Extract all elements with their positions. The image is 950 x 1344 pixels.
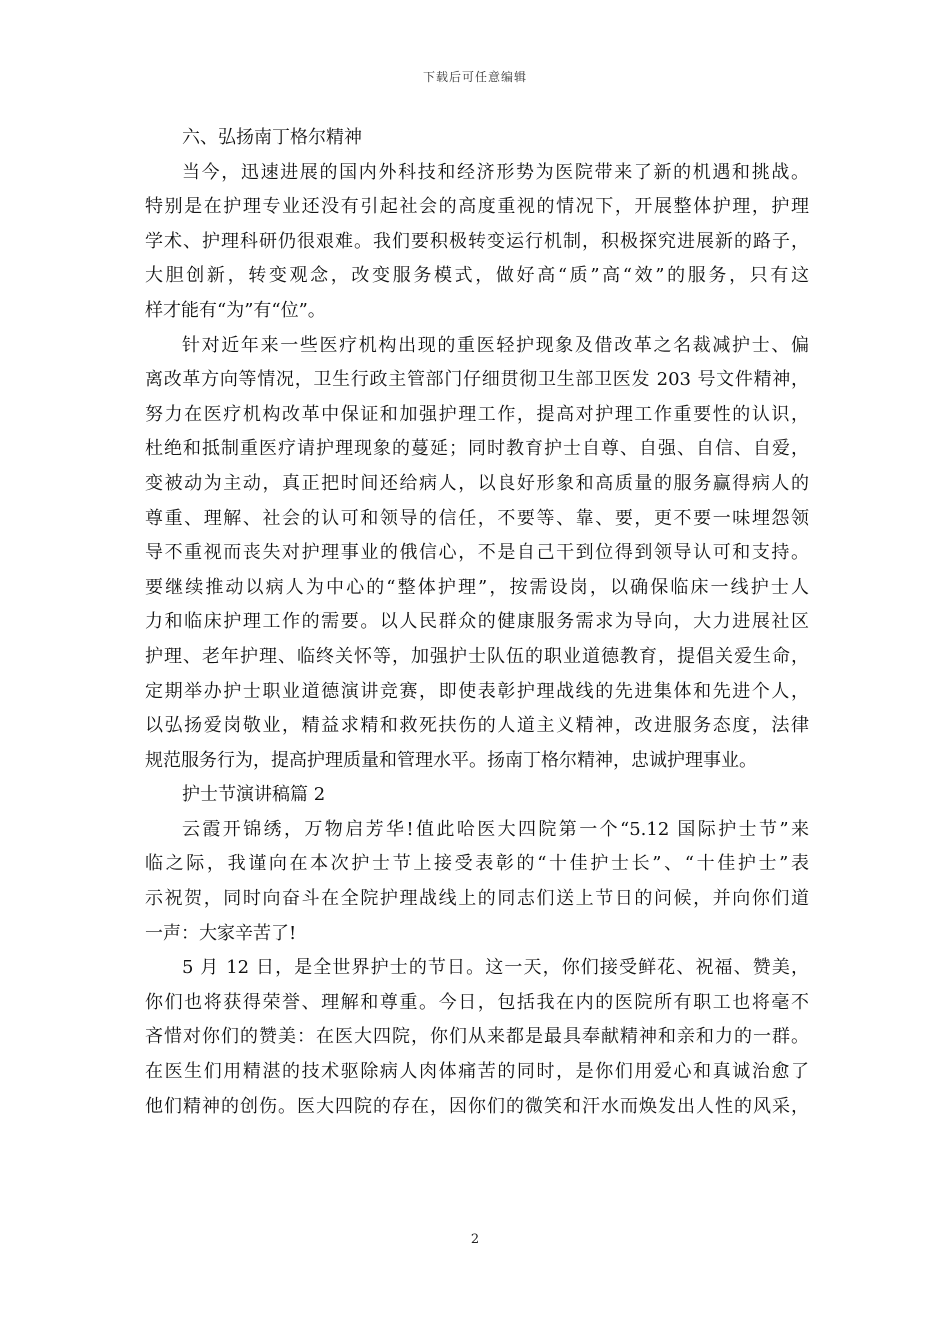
page-number: 2 xyxy=(470,1232,480,1247)
text-line: 护士节演讲稿篇 2 xyxy=(182,784,326,806)
text-line: 针对近年来一些医疗机构出现的重医轻护现象及借改革之名裁减护士、偏 xyxy=(182,334,809,356)
text-line: 努力在医疗机构改革中保证和加强护理工作，提高对护理工作重要性的认识， xyxy=(145,403,809,425)
text-line: 临之际，我谨向在本次护士节上接受表彰的“十佳护士长”、“十佳护士”表 xyxy=(145,853,809,875)
text-line: 尊重、理解、社会的认可和领导的信任，不要等、靠、要，更不要一味埋怨领 xyxy=(145,507,809,529)
text-line: 六、弘扬南丁格尔精神 xyxy=(182,127,362,148)
text-line: 学术、护理科研仍很艰难。我们要积极转变运行机制，积极探究进展新的路子， xyxy=(145,230,809,252)
text-line: 护理、老年护理、临终关怀等，加强护士队伍的职业道德教育，提倡关爱生命， xyxy=(145,645,809,667)
text-line: 吝惜对你们的赞美：在医大四院，你们从来都是最具奉献精神和亲和力的一群。 xyxy=(145,1026,809,1048)
text-line: 特别是在护理专业还没有引起社会的高度重视的情况下，开展整体护理，护理 xyxy=(145,196,809,218)
text-line: 杜绝和抵制重医疗请护理现象的蔓延；同时教育护士自尊、自强、自信、自爱， xyxy=(145,438,809,460)
text-line: 规范服务行为，提高护理质量和管理水平。扬南丁格尔精神，忠诚护理事业。 xyxy=(145,749,757,771)
text-line: 云霞开锦绣，万物启芳华!值此哈医大四院第一个“5.12 国际护士节”来 xyxy=(182,818,809,840)
text-line: 力和临床护理工作的需要。以人民群众的健康服务需求为导向，大力进展社区 xyxy=(145,611,809,633)
text-line: 你们也将获得荣誉、理解和尊重。今日，包括我在内的医院所有职工也将毫不 xyxy=(145,991,809,1013)
text-line: 在医生们用精湛的技术驱除病人肉体痛苦的同时，是你们用爱心和真诚治愈了 xyxy=(145,1061,809,1083)
text-line: 导不重视而丧失对护理事业的俄信心，不是自己干到位得到领导认可和支持。 xyxy=(145,542,809,564)
text-line: 5 月 12 日，是全世界护士的节日。这一天，你们接受鲜花、祝福、赞美， xyxy=(182,957,809,979)
text-line: 示祝贺，同时向奋斗在全院护理战线上的同志们送上节日的问候，并向你们道 xyxy=(145,888,809,910)
document-body xyxy=(145,121,809,1124)
text-line: 离改革方向等情况，卫生行政主管部门仔细贯彻卫生部卫医发 203 号文件精神， xyxy=(145,369,809,391)
text-line: 样才能有“为”有“位”。 xyxy=(145,299,326,321)
text-line: 大胆创新，转变观念，改变服务模式，做好高“质”高“效”的服务，只有这 xyxy=(145,265,809,287)
text-line: 当今，迅速进展的国内外科技和经济形势为医院带来了新的机遇和挑战。 xyxy=(182,161,809,183)
text-line: 要继续推动以病人为中心的“整体护理”，按需设岗，以确保临床一线护士人 xyxy=(145,576,809,598)
page-header: 下载后可任意编辑 xyxy=(422,70,527,84)
text-line: 变被动为主动，真正把时间还给病人，以良好形象和高质量的服务赢得病人的 xyxy=(145,472,809,494)
text-line: 以弘扬爱岗敬业，精益求精和救死扶伤的人道主义精神，改进服务态度，法律 xyxy=(145,715,809,737)
text-line: 他们精神的创伤。医大四院的存在，因你们的微笑和汗水而焕发出人性的风采， xyxy=(145,1095,809,1117)
text-line: 定期举办护士职业道德演讲竞赛，即使表彰护理战线的先进集体和先进个人， xyxy=(145,680,809,702)
text-line: 一声：大家辛苦了! xyxy=(145,922,297,944)
